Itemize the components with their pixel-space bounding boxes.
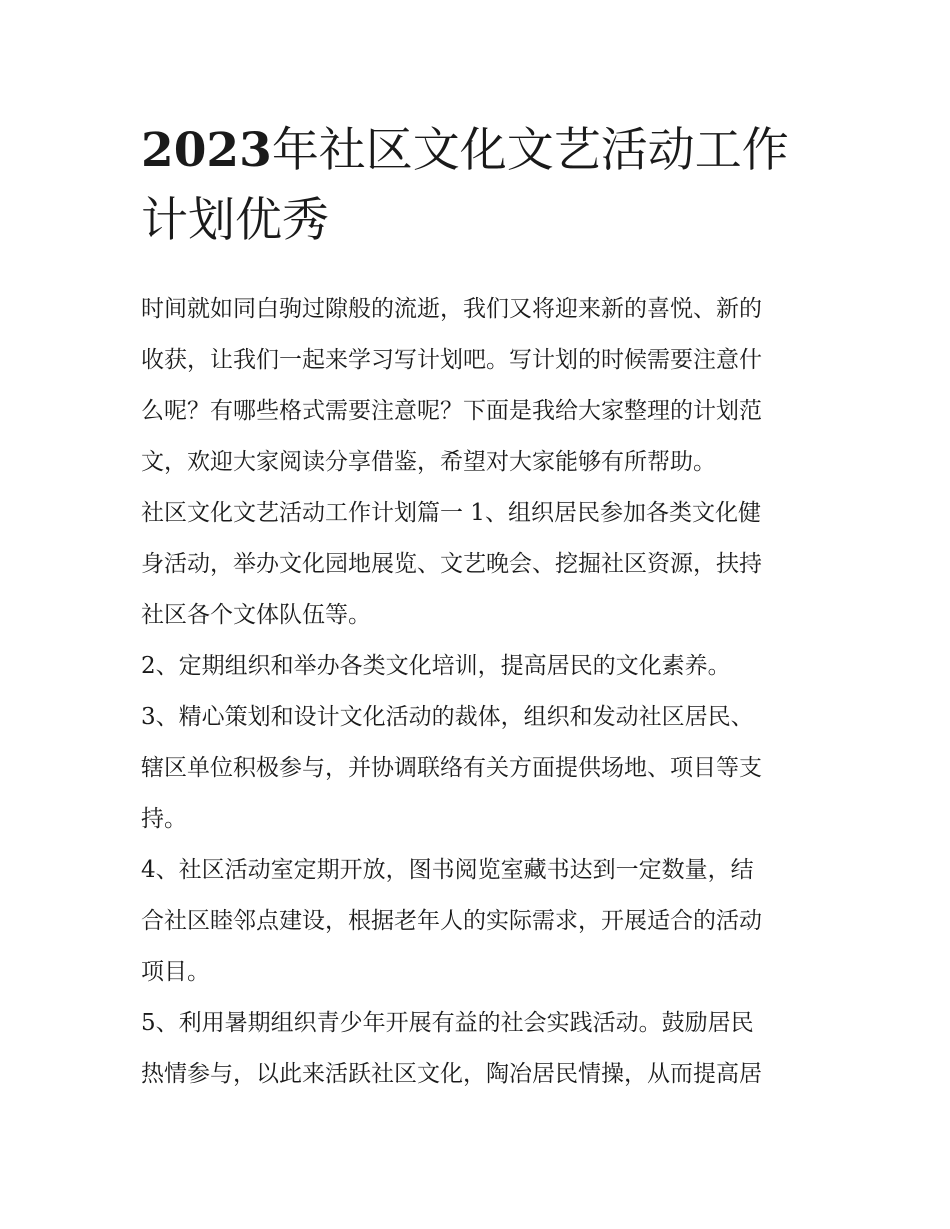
body-line: 时间就如同白驹过隙般的流逝，我们又将迎来新的喜悦、新的 bbox=[141, 296, 762, 322]
body-line: 项目。 bbox=[141, 959, 210, 985]
document-body bbox=[141, 284, 813, 1100]
body-line: 社区各个文体队伍等。 bbox=[141, 602, 371, 628]
body-line: 热情参与，以此来活跃社区文化，陶冶居民情操，从而提高居 bbox=[141, 1061, 762, 1087]
body-line: 身活动，举办文化园地展览、文艺晚会、挖掘社区资源，扶持 bbox=[141, 551, 762, 577]
title-line-1 bbox=[141, 116, 813, 186]
title-year: 2023 bbox=[141, 123, 272, 178]
title-text-1: 年社区文化文艺活动工作 bbox=[271, 123, 789, 178]
body-line: 文，欢迎大家阅读分享借鉴，希望对大家能够有所帮助。 bbox=[141, 449, 716, 475]
body-line: 收获，让我们一起来学习写计划吧。写计划的时候需要注意什 bbox=[141, 347, 762, 373]
body-line: 3、精心策划和设计文化活动的裁体，组织和发动社区居民、 bbox=[141, 704, 754, 730]
document-title bbox=[141, 116, 813, 256]
body-line: 合社区睦邻点建设，根据老年人的实际需求，开展适合的活动 bbox=[141, 908, 762, 934]
body-line: 持。 bbox=[141, 806, 187, 832]
body-line: 5、利用暑期组织青少年开展有益的社会实践活动。鼓励居民 bbox=[141, 1010, 754, 1036]
body-line: 辖区单位积极参与，并协调联络有关方面提供场地、项目等支 bbox=[141, 755, 762, 781]
body-line: 社区文化文艺活动工作计划篇一 1、组织居民参加各类文化健 bbox=[141, 500, 761, 526]
document-page bbox=[141, 116, 813, 1100]
body-line: 2、定期组织和举办各类文化培训，提高居民的文化素养。 bbox=[141, 653, 731, 679]
title-line-2: 计划优秀 bbox=[141, 193, 329, 248]
body-line: 4、社区活动室定期开放，图书阅览室藏书达到一定数量，结 bbox=[141, 857, 754, 883]
body-line: 么呢？有哪些格式需要注意呢？下面是我给大家整理的计划范 bbox=[141, 398, 762, 424]
